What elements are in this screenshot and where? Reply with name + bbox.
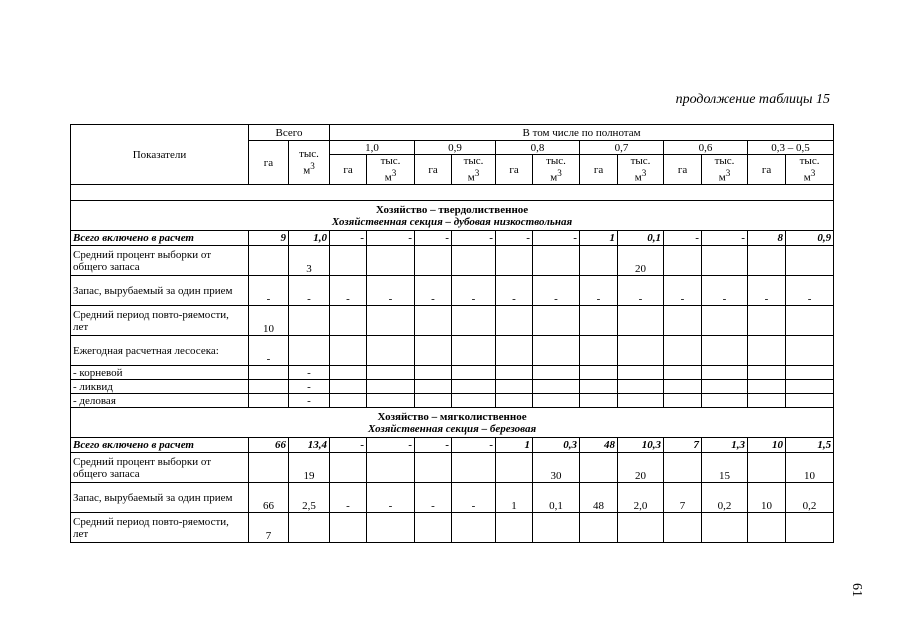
- table-cell: 2,5: [289, 483, 330, 513]
- header-in-total: В том числе по полнотам: [330, 125, 834, 141]
- table-cell: [748, 246, 786, 276]
- table-cell: -: [367, 231, 415, 246]
- row-label: Средний процент выборки от общего запаса: [71, 246, 249, 276]
- header-unit-m3: тыс. $м^3$: [618, 155, 664, 185]
- table-cell: [367, 394, 415, 408]
- header-unit-ha: га: [580, 155, 618, 185]
- table-cell: [786, 366, 834, 380]
- table-cell: 3: [289, 246, 330, 276]
- table-cell: -: [289, 276, 330, 306]
- table-cell: 7: [664, 483, 702, 513]
- table-cell: [452, 366, 496, 380]
- row-label: Средний процент выборки от общего запаса: [71, 453, 249, 483]
- table-row: [71, 276, 834, 306]
- table-cell: [367, 453, 415, 483]
- table-cell: [786, 336, 834, 366]
- table-cell: -: [452, 276, 496, 306]
- row-label: - ликвид: [71, 380, 249, 394]
- table-cell: -: [249, 336, 289, 366]
- row-label: - деловая: [71, 394, 249, 408]
- table-cell: -: [702, 276, 748, 306]
- header-density-0: 1,0: [330, 141, 415, 155]
- spacer-row: [71, 185, 834, 201]
- table-cell: [367, 513, 415, 543]
- header-unit-m3: тыс. $м^3$: [786, 155, 834, 185]
- farm-title: Хозяйство – мягколиственное: [377, 410, 527, 423]
- header-total-ha: га: [249, 141, 289, 185]
- table-cell: [748, 380, 786, 394]
- header-density-5: 0,3 – 0,5: [748, 141, 834, 155]
- header-total-m3: тыс. $м^3$: [289, 141, 330, 185]
- table-row: [71, 483, 834, 513]
- table-cell: -: [533, 231, 580, 246]
- table-cell: [702, 336, 748, 366]
- table-cell: -: [496, 231, 533, 246]
- table-cell: 9: [249, 231, 289, 246]
- table-cell: [367, 336, 415, 366]
- table-cell: [367, 380, 415, 394]
- row-label: Запас, вырубаемый за один прием: [71, 276, 249, 306]
- table-cell: [664, 453, 702, 483]
- table-cell: [702, 246, 748, 276]
- header-density-1: 0,9: [415, 141, 496, 155]
- table-cell: [452, 306, 496, 336]
- table-row: [71, 366, 834, 380]
- header-unit-m3: тыс. $м^3$: [533, 155, 580, 185]
- section-header: [71, 408, 834, 438]
- table-cell: 30: [533, 453, 580, 483]
- table-cell: [618, 513, 664, 543]
- table-cell: -: [415, 231, 452, 246]
- table-cell: [618, 306, 664, 336]
- table-cell: [618, 380, 664, 394]
- table-cell: [580, 336, 618, 366]
- table-cell: 13,4: [289, 438, 330, 453]
- table-cell: [496, 306, 533, 336]
- table-cell: [580, 380, 618, 394]
- table-cell: 48: [580, 483, 618, 513]
- table-cell: -: [664, 231, 702, 246]
- table-cell: 0,9: [786, 231, 834, 246]
- table-row: [71, 306, 834, 336]
- table-cell: [415, 306, 452, 336]
- table-cell: [533, 380, 580, 394]
- header-indicators: Показатели: [71, 125, 249, 185]
- table-cell: 1: [580, 231, 618, 246]
- header-total: Всего: [249, 125, 330, 141]
- table-cell: [580, 453, 618, 483]
- header-unit-ha: га: [664, 155, 702, 185]
- table-cell: [249, 366, 289, 380]
- table-cell: -: [367, 438, 415, 453]
- row-label: - корневой: [71, 366, 249, 380]
- table-cell: [786, 246, 834, 276]
- table-cell: 7: [664, 438, 702, 453]
- farm-title: Хозяйство – твердолиственное: [375, 203, 529, 216]
- table-cell: [415, 380, 452, 394]
- table-cell: [249, 394, 289, 408]
- table-cell: -: [580, 276, 618, 306]
- header-unit-m3: тыс. $м^3$: [452, 155, 496, 185]
- table-row: [71, 513, 834, 543]
- table-cell: [664, 336, 702, 366]
- table-cell: 0,1: [618, 231, 664, 246]
- table-cell: 10: [748, 438, 786, 453]
- subsection-title: Хозяйственная секция – дубовая низкоствольная: [331, 215, 573, 228]
- table-cell: [786, 380, 834, 394]
- table-cell: [786, 394, 834, 408]
- table-cell: -: [415, 438, 452, 453]
- table-cell: -: [664, 276, 702, 306]
- table-cell: [748, 394, 786, 408]
- table-cell: -: [289, 380, 330, 394]
- table-cell: -: [330, 483, 367, 513]
- table-cell: [533, 366, 580, 380]
- table-cell: -: [702, 231, 748, 246]
- table-cell: -: [367, 276, 415, 306]
- table-cell: [748, 513, 786, 543]
- table-cell: [748, 306, 786, 336]
- header-unit-ha: га: [415, 155, 452, 185]
- table-cell: [367, 246, 415, 276]
- table-cell: -: [415, 276, 452, 306]
- header-unit-ha: га: [496, 155, 533, 185]
- table-cell: [580, 246, 618, 276]
- table-cell: [533, 306, 580, 336]
- section-header: [71, 201, 834, 231]
- header-density-3: 0,7: [580, 141, 664, 155]
- table-cell: [664, 246, 702, 276]
- header-unit-m3: тыс. $м^3$: [367, 155, 415, 185]
- table-cell: [249, 246, 289, 276]
- table-cell: [249, 453, 289, 483]
- table-cell: 0,3: [533, 438, 580, 453]
- table-cell: 20: [618, 246, 664, 276]
- table-cell: -: [786, 276, 834, 306]
- table-cell: [664, 513, 702, 543]
- table-cell: [702, 394, 748, 408]
- table-cell: [452, 513, 496, 543]
- header-unit-ha: га: [748, 155, 786, 185]
- table-cell: [618, 336, 664, 366]
- table-cell: -: [330, 231, 367, 246]
- table-cell: [415, 246, 452, 276]
- table-cell: -: [330, 276, 367, 306]
- table-cell: [367, 366, 415, 380]
- table-cell: [415, 513, 452, 543]
- table-cell: [330, 513, 367, 543]
- table-row: [71, 380, 834, 394]
- table-cell: [452, 336, 496, 366]
- table-cell: 15: [702, 453, 748, 483]
- table-cell: -: [367, 483, 415, 513]
- header-density-2: 0,8: [496, 141, 580, 155]
- table-cell: 1: [496, 483, 533, 513]
- table-cell: [702, 380, 748, 394]
- table-cell: [452, 380, 496, 394]
- table-cell: 19: [289, 453, 330, 483]
- row-label: Средний период повто-ряемости, лет: [71, 513, 249, 543]
- table-cell: [664, 394, 702, 408]
- table-cell: [452, 453, 496, 483]
- table-cell: [452, 246, 496, 276]
- table-cell: -: [748, 276, 786, 306]
- table-cell: [330, 336, 367, 366]
- table-cell: [702, 366, 748, 380]
- table-cell: [618, 366, 664, 380]
- table-cell: -: [249, 276, 289, 306]
- table-cell: 1,0: [289, 231, 330, 246]
- table-cell: 10,3: [618, 438, 664, 453]
- table-cell: [289, 306, 330, 336]
- row-label: Средний период повто-ряемости, лет: [71, 306, 249, 336]
- table-cell: [496, 246, 533, 276]
- table-cell: [533, 246, 580, 276]
- table-row: [71, 231, 834, 246]
- table-cell: 1: [496, 438, 533, 453]
- header-unit-ha: га: [330, 155, 367, 185]
- table-cell: [533, 394, 580, 408]
- table-row: [71, 246, 834, 276]
- table-cell: [496, 453, 533, 483]
- table-cell: 0,1: [533, 483, 580, 513]
- table-cell: 48: [580, 438, 618, 453]
- table-cell: -: [452, 231, 496, 246]
- header-density-4: 0,6: [664, 141, 748, 155]
- table-cell: [580, 366, 618, 380]
- table-cell: 10: [748, 483, 786, 513]
- table-cell: [496, 513, 533, 543]
- table-cell: [330, 306, 367, 336]
- row-label: Запас, вырубаемый за один прием: [71, 483, 249, 513]
- table-row: [71, 336, 834, 366]
- table-cell: -: [618, 276, 664, 306]
- table-cell: 2,0: [618, 483, 664, 513]
- header-unit-m3: тыс. $м^3$: [702, 155, 748, 185]
- table-cell: [249, 380, 289, 394]
- table-cell: [415, 336, 452, 366]
- table-cell: [496, 366, 533, 380]
- table-cell: [330, 394, 367, 408]
- table-cell: [330, 366, 367, 380]
- table-cell: [330, 380, 367, 394]
- table-cell: 7: [249, 513, 289, 543]
- table-cell: -: [452, 438, 496, 453]
- table-cell: [289, 336, 330, 366]
- table-cell: [330, 246, 367, 276]
- page-number: 61: [849, 583, 864, 597]
- table-cell: 1,5: [786, 438, 834, 453]
- table-cell: -: [533, 276, 580, 306]
- table-cell: 20: [618, 453, 664, 483]
- table-cell: [415, 366, 452, 380]
- table-cell: -: [452, 483, 496, 513]
- table-row: [71, 453, 834, 483]
- table-cell: 0,2: [786, 483, 834, 513]
- table-cell: [748, 366, 786, 380]
- table-cell: 1,3: [702, 438, 748, 453]
- table-cell: -: [496, 276, 533, 306]
- table-cell: [533, 513, 580, 543]
- table-cell: [580, 513, 618, 543]
- table-cell: 66: [249, 483, 289, 513]
- table-row: [71, 394, 834, 408]
- table-cell: 0,2: [702, 483, 748, 513]
- table-cell: [580, 306, 618, 336]
- table-cell: [748, 336, 786, 366]
- table-cell: [496, 380, 533, 394]
- table-cell: -: [289, 394, 330, 408]
- table-cell: 66: [249, 438, 289, 453]
- row-label: Ежегодная расчетная лесосека:: [71, 336, 249, 366]
- table-cell: [580, 394, 618, 408]
- table-cell: [533, 336, 580, 366]
- table-cell: [702, 513, 748, 543]
- table-cell: [289, 513, 330, 543]
- table-cell: -: [415, 483, 452, 513]
- table-cell: [415, 394, 452, 408]
- table-cell: [496, 336, 533, 366]
- table-cell: -: [289, 366, 330, 380]
- table-cell: [330, 453, 367, 483]
- table-caption: продолжение таблицы 15: [675, 92, 830, 107]
- table-cell: 10: [786, 453, 834, 483]
- table-cell: [664, 366, 702, 380]
- row-label: Всего включено в расчет: [71, 231, 249, 246]
- table-cell: [748, 453, 786, 483]
- table-cell: [415, 453, 452, 483]
- table-cell: [664, 306, 702, 336]
- table-cell: [452, 394, 496, 408]
- table-cell: 8: [748, 231, 786, 246]
- table-row: [71, 438, 834, 453]
- table-cell: [496, 394, 533, 408]
- table-cell: -: [330, 438, 367, 453]
- table-cell: 10: [249, 306, 289, 336]
- table-cell: [786, 513, 834, 543]
- table-cell: [786, 306, 834, 336]
- table-cell: [664, 380, 702, 394]
- data-table: [70, 124, 834, 543]
- table-cell: [618, 394, 664, 408]
- table-cell: [367, 306, 415, 336]
- row-label: Всего включено в расчет: [71, 438, 249, 453]
- subsection-title: Хозяйственная секция – березовая: [367, 422, 537, 435]
- table-cell: [702, 306, 748, 336]
